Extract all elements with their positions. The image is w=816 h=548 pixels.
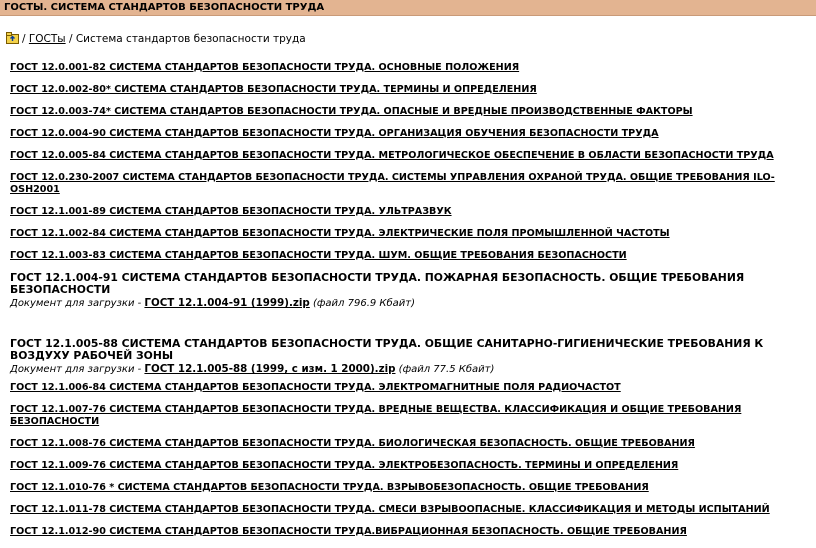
list-item: [10, 504, 810, 526]
list-item: [10, 526, 810, 548]
list-item: [10, 206, 810, 228]
standard-link[interactable]: ГОСТ 12.1.009-76 СИСТЕМА СТАНДАРТОВ БЕЗОПАСНОСТИ ТРУДА. ЭЛЕКТРОБЕЗОПАСНОСТЬ. ТЕРМИНЫ И ОПРЕДЕЛЕНИЯ: [10, 460, 679, 471]
folder-up-icon[interactable]: [6, 32, 19, 44]
standards-list: [10, 62, 810, 548]
list-item: [10, 150, 810, 172]
list-item: [10, 172, 810, 206]
download-link[interactable]: ГОСТ 12.1.005-88 (1999, с изм. 1 2000).zip: [144, 363, 396, 375]
download-item: [10, 272, 810, 338]
download-item: [10, 338, 810, 382]
list-item: [10, 438, 810, 460]
list-item: [10, 62, 810, 84]
breadcrumb-current: Система стандартов безопасности труда: [75, 33, 306, 45]
list-item: [10, 250, 810, 272]
file-size: (файл 77.5 Кбайт): [395, 364, 495, 375]
breadcrumb: [6, 32, 306, 45]
list-item: [10, 106, 810, 128]
list-item: [10, 460, 810, 482]
standard-title: ГОСТ 12.1.004-91 СИСТЕМА СТАНДАРТОВ БЕЗОПАСНОСТИ ТРУДА. ПОЖАРНАЯ БЕЗОПАСНОСТЬ. ОБЩИЕ ТРЕБОВАНИЯ БЕЗОПАСНОСТИ: [10, 271, 745, 296]
standard-link[interactable]: ГОСТ 12.0.004-90 СИСТЕМА СТАНДАРТОВ БЕЗОПАСНОСТИ ТРУДА. ОРГАНИЗАЦИЯ ОБУЧЕНИЯ БЕЗОПАСНОСТИ ТРУДА: [10, 128, 659, 139]
list-item: [10, 382, 810, 404]
standard-link[interactable]: ГОСТ 12.1.011-78 СИСТЕМА СТАНДАРТОВ БЕЗОПАСНОСТИ ТРУДА. СМЕСИ ВЗРЫВООПАСНЫЕ. КЛАССИФИКАЦИЯ И МЕТОДЫ ИСПЫТАНИЙ: [10, 504, 770, 515]
file-size: (файл 796.9 Кбайт): [309, 298, 416, 309]
download-line: [10, 296, 810, 311]
standard-link[interactable]: ГОСТ 12.0.005-84 СИСТЕМА СТАНДАРТОВ БЕЗОПАСНОСТИ ТРУДА. МЕТРОЛОГИЧЕСКОЕ ОБЕСПЕЧЕНИЕ В ОБЛАСТИ БЕЗОПАСНОСТИ ТРУДА: [10, 150, 774, 161]
standard-title: ГОСТ 12.1.005-88 СИСТЕМА СТАНДАРТОВ БЕЗОПАСНОСТИ ТРУДА. ОБЩИЕ САНИТАРНО-ГИГИЕНИЧЕСКИЕ ТРЕБОВАНИЯ К ВОЗДУХУ РАБОЧЕЙ ЗОНЫ: [10, 337, 764, 362]
download-line: [10, 362, 810, 377]
standard-link[interactable]: ГОСТ 12.0.001-82 СИСТЕМА СТАНДАРТОВ БЕЗОПАСНОСТИ ТРУДА. ОСНОВНЫЕ ПОЛОЖЕНИЯ: [10, 62, 520, 73]
page-header: [0, 0, 816, 16]
standard-link[interactable]: ГОСТ 12.0.002-80* СИСТЕМА СТАНДАРТОВ БЕЗОПАСНОСТИ ТРУДА. ТЕРМИНЫ И ОПРЕДЕЛЕНИЯ: [10, 84, 537, 95]
standard-link[interactable]: ГОСТ 12.1.008-76 СИСТЕМА СТАНДАРТОВ БЕЗОПАСНОСТИ ТРУДА. БИОЛОГИЧЕСКАЯ БЕЗОПАСНОСТЬ. ОБЩИЕ ТРЕБОВАНИЯ: [10, 438, 695, 449]
list-item: [10, 84, 810, 106]
standard-link[interactable]: ГОСТ 12.1.007-76 СИСТЕМА СТАНДАРТОВ БЕЗОПАСНОСТИ ТРУДА. ВРЕДНЫЕ ВЕЩЕСТВА. КЛАССИФИКАЦИЯ И ОБЩИЕ ТРЕБОВАНИЯ БЕЗОПАСНОСТИ: [10, 404, 742, 427]
standard-link[interactable]: ГОСТ 12.1.010-76 * СИСТЕМА СТАНДАРТОВ БЕЗОПАСНОСТИ ТРУДА. ВЗРЫВОБЕЗОПАСНОСТЬ. ОБЩИЕ ТРЕБОВАНИЯ: [10, 482, 649, 493]
standard-link[interactable]: ГОСТ 12.0.003-74* СИСТЕМА СТАНДАРТОВ БЕЗОПАСНОСТИ ТРУДА. ОПАСНЫЕ И ВРЕДНЫЕ ПРОИЗВОДСТВЕННЫЕ ФАКТОРЫ: [10, 106, 693, 117]
download-prefix: Документ для загрузки -: [10, 298, 145, 309]
list-item: [10, 228, 810, 250]
standard-link[interactable]: ГОСТ 12.0.230-2007 СИСТЕМА СТАНДАРТОВ БЕЗОПАСНОСТИ ТРУДА. СИСТЕМЫ УПРАВЛЕНИЯ ОХРАНОЙ ТРУДА. ОБЩИЕ ТРЕБОВАНИЯ ILO-OSH2001: [10, 172, 775, 195]
breadcrumb-link-gosty[interactable]: ГОСТы: [28, 33, 66, 45]
standard-link[interactable]: ГОСТ 12.1.006-84 СИСТЕМА СТАНДАРТОВ БЕЗОПАСНОСТИ ТРУДА. ЭЛЕКТРОМАГНИТНЫЕ ПОЛЯ РАДИОЧАСТОТ: [10, 382, 621, 393]
download-prefix: Документ для загрузки -: [10, 364, 145, 375]
breadcrumb-separator: /: [22, 33, 26, 45]
standard-link[interactable]: ГОСТ 12.1.002-84 СИСТЕМА СТАНДАРТОВ БЕЗОПАСНОСТИ ТРУДА. ЭЛЕКТРИЧЕСКИЕ ПОЛЯ ПРОМЫШЛЕННОЙ ЧАСТОТЫ: [10, 228, 670, 239]
list-item: [10, 404, 810, 438]
list-item: [10, 482, 810, 504]
standard-link[interactable]: ГОСТ 12.1.012-90 СИСТЕМА СТАНДАРТОВ БЕЗОПАСНОСТИ ТРУДА.ВИБРАЦИОННАЯ БЕЗОПАСНОСТЬ. ОБЩИЕ ТРЕБОВАНИЯ: [10, 526, 687, 537]
download-link[interactable]: ГОСТ 12.1.004-91 (1999).zip: [144, 297, 310, 309]
list-item: [10, 128, 810, 150]
page-title: ГОСТЫ. СИСТЕМА СТАНДАРТОВ БЕЗОПАСНОСТИ ТРУДА: [4, 2, 325, 13]
standard-link[interactable]: ГОСТ 12.1.001-89 СИСТЕМА СТАНДАРТОВ БЕЗОПАСНОСТИ ТРУДА. УЛЬТРАЗВУК: [10, 206, 452, 217]
breadcrumb-separator: /: [68, 33, 73, 45]
standard-link[interactable]: ГОСТ 12.1.003-83 СИСТЕМА СТАНДАРТОВ БЕЗОПАСНОСТИ ТРУДА. ШУМ. ОБЩИЕ ТРЕБОВАНИЯ БЕЗОПАСНОСТИ: [10, 250, 627, 261]
